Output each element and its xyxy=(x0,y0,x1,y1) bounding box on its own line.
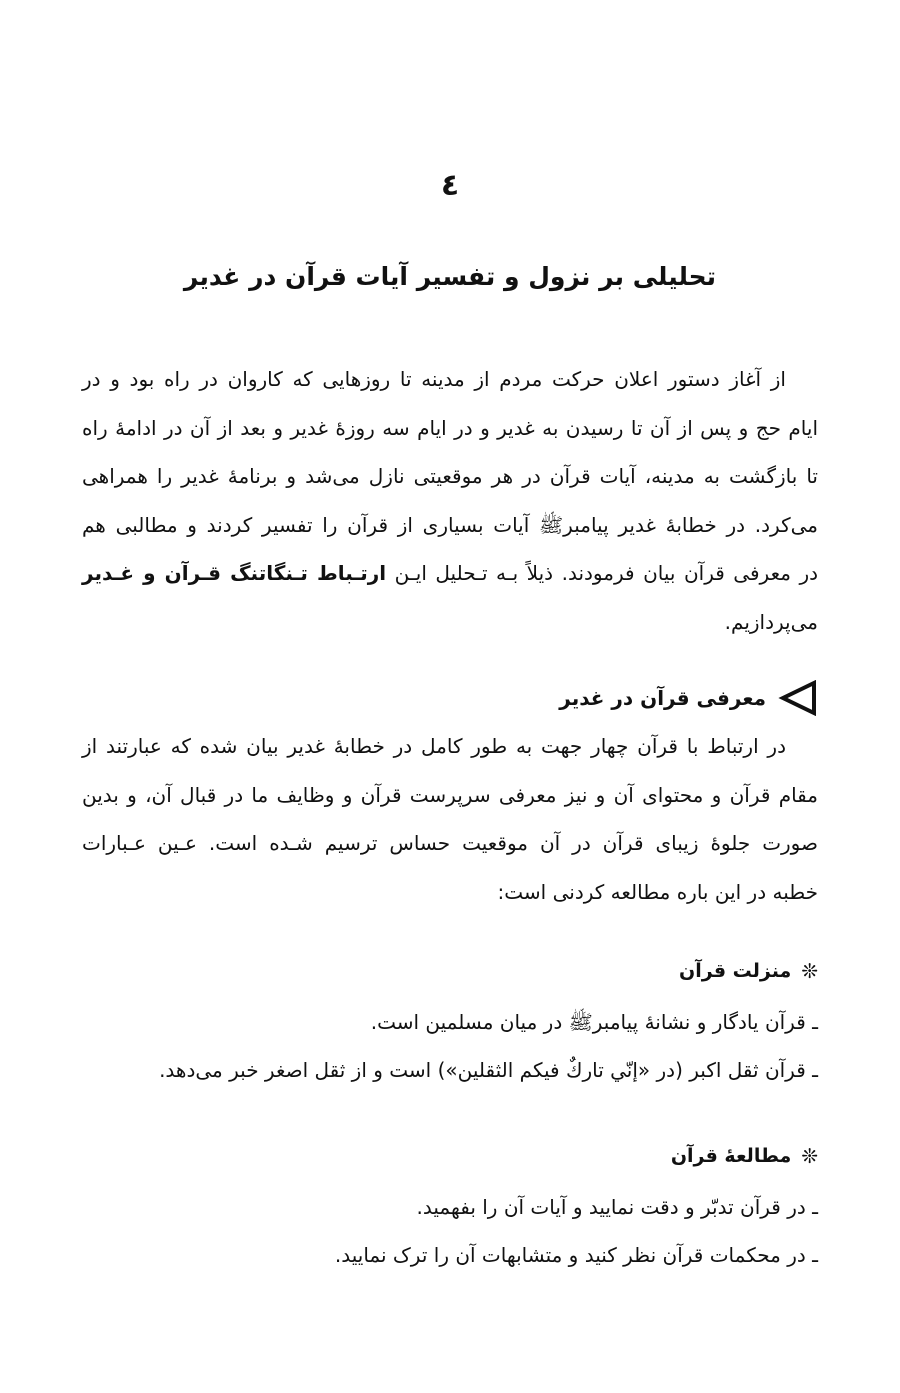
intro-line: در معرفی قرآن بیان فرمودند. ذیلاً بـه تـحلیل ایـن xyxy=(394,561,819,585)
subheading-study-text: مطالعۀ قرآن xyxy=(670,1145,792,1167)
triangle-marker-icon xyxy=(778,680,818,716)
asterisk-icon: ❊ xyxy=(801,959,818,983)
intro-line: می‌کرد. در خطابۀ غدیر پیامبرﷺ آیات بسیاری از قرآن را تفسیر کردند و مطالبی هم xyxy=(82,512,818,537)
intro-line: تا بازگشت به مدینه، آیات قرآن در هر موقعیتی نازل می‌شد و برنامۀ غدیر را همراهی xyxy=(82,464,818,488)
subheading-status xyxy=(679,960,818,982)
intro-line: از آغاز دستور اعلان حرکت مردم از مدینه تا روزهایی که کاروان در راه بود و در xyxy=(82,367,786,391)
list-item: ـ در محکمات قرآن نظر کنید و متشابهات آن را ترک نمایید. xyxy=(334,1243,818,1267)
asterisk-icon: ❊ xyxy=(801,1144,818,1168)
chapter-number: ٤ xyxy=(440,168,460,203)
emphasis-text: ارتـباط تـنگاتنگ قـرآن و غـدیر xyxy=(82,561,387,585)
section-line: مقام قرآن و محتوای آن و نیز معرفی سرپرست قرآن و وظایف ما در قبال آن، و بدین xyxy=(82,782,818,807)
section-line: در ارتباط با قرآن چهار جهت به طور کامل در خطابۀ غدیر بیان شده که عبارتند از xyxy=(82,734,786,758)
chapter-title: تحلیلی بر نزول و تفسیر آیات قرآن در غدیر xyxy=(183,262,717,291)
subheading-study xyxy=(671,1145,818,1167)
study-list xyxy=(335,1183,818,1279)
subheading-status-text: منزلت قرآن xyxy=(679,960,792,982)
intro-line-with-emphasis xyxy=(82,549,818,598)
section-line: صورت جلوۀ زیبای قرآن در آن موقعیت حساس ترسیم شـده است. عـین عـبارات xyxy=(82,831,818,855)
section-line: خطبه در این باره مطالعه کردنی است: xyxy=(497,879,818,904)
list-item: ـ در قرآن تدبّر و دقت نمایید و آیات آن را بفهمید. xyxy=(416,1195,818,1219)
intro-paragraph xyxy=(82,355,818,646)
section-heading xyxy=(559,680,818,716)
section-paragraph xyxy=(82,722,818,916)
section-heading-text: معرفی قرآن در غدیر xyxy=(559,686,766,710)
intro-line: می‌پردازیم. xyxy=(724,609,818,634)
intro-line: ایام حج و پس از آن تا رسیدن به غدیر و در ایام سه روزۀ غدیر و بعد از آن در ادامۀ راه xyxy=(82,415,818,440)
status-list xyxy=(159,998,818,1094)
list-item: ـ قرآن یادگار و نشانۀ پیامبرﷺ در میان مسلمین است. xyxy=(370,1010,818,1034)
list-item: ـ قرآن ثقل اکبر (در «إنّي تاركٌ فيكم الثقلين») است و از ثقل اصغر خبر می‌دهد. xyxy=(159,1058,818,1082)
